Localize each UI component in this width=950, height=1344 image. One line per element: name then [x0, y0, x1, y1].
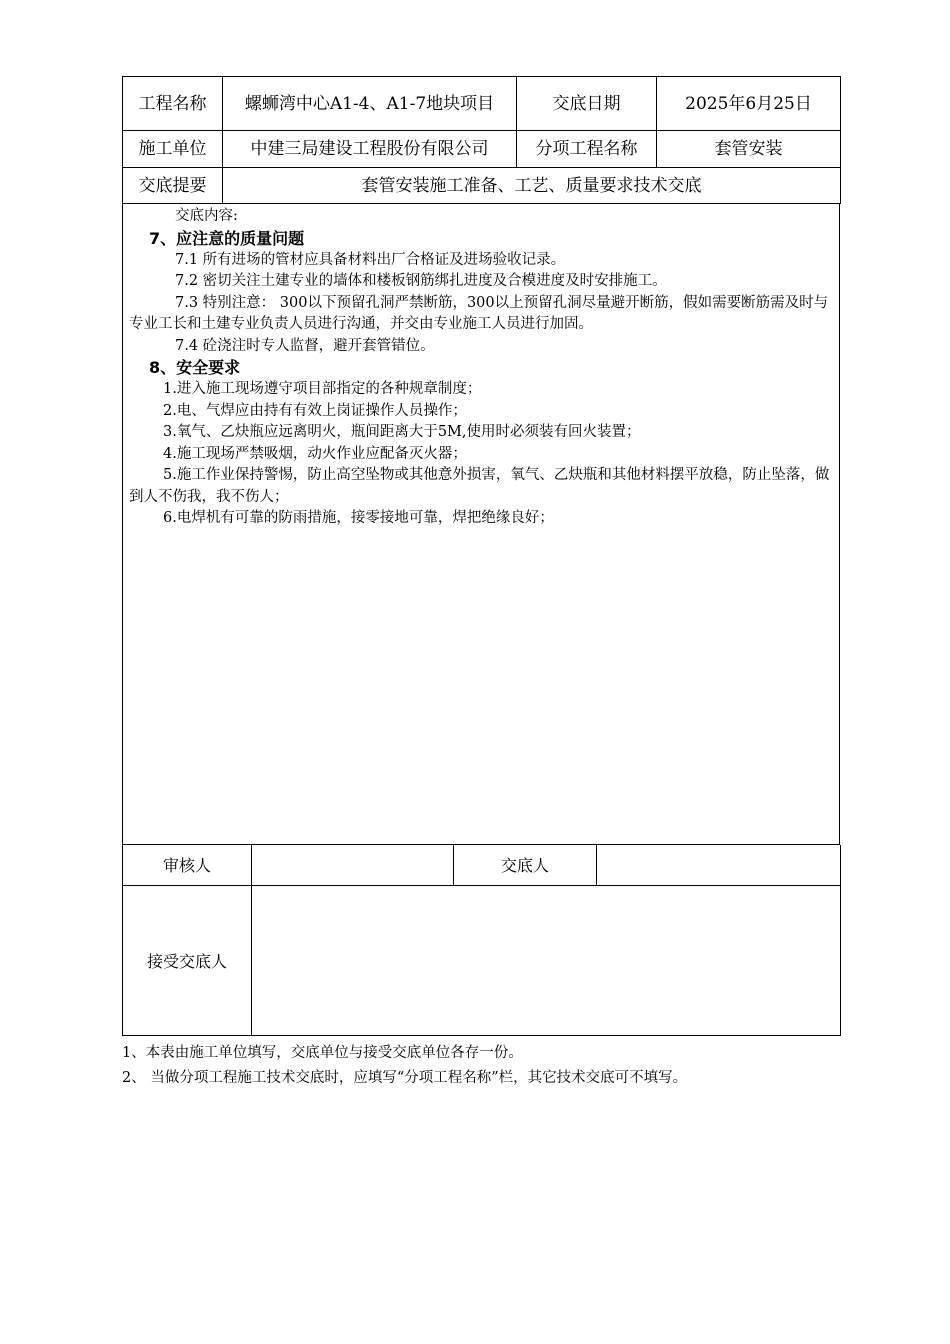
subitem-label: 分项工程名称 — [517, 131, 657, 168]
footnote: 1、本表由施工单位填写，交底单位与接受交底单位各存一份。 — [122, 1045, 523, 1061]
subitem-value: 套管安装 — [657, 131, 841, 168]
s8-item: 2.电、气焊应由持有有效上岗证操作人员操作； — [163, 402, 467, 419]
s8-item: 5.施工作业保持警惕，防止高空坠物或其他意外损害，氧气、乙炔瓶和其他材料摆平放稳，防止坠落，做到人不伤我，我不伤人； — [129, 467, 830, 505]
receiver-label: 接受交底人 — [123, 885, 252, 1035]
signature-table — [122, 845, 841, 1036]
receiver-field[interactable] — [252, 885, 841, 1035]
content-label: 交底内容: — [175, 208, 238, 224]
s8-item: 4.施工现场严禁吸烟，动火作业应配备灭火器； — [163, 445, 467, 462]
discloser-field[interactable] — [597, 845, 841, 885]
unit-value: 中建三局建设工程股份有限公司 — [223, 131, 517, 168]
summary-label: 交底提要 — [123, 168, 223, 204]
section-8-title: 8、安全要求 — [149, 358, 241, 377]
disclosure-content — [122, 204, 840, 845]
s8-item: 1.进入施工现场遵守项目部指定的各种规章制度； — [163, 381, 482, 397]
s8-item: 3.氧气、乙炔瓶应远离明火，瓶间距离大于5M,使用时必须装有回火装置； — [163, 424, 641, 440]
s7-item: 7.2 密切关注土建专业的墙体和楼板钢筋绑扎进度及合模进度及时安排施工。 — [175, 273, 667, 289]
discloser-label: 交底人 — [454, 845, 597, 885]
unit-label: 施工单位 — [123, 131, 223, 168]
s7-item: 7.1 所有进场的管材应具备材料出厂合格证及进场验收记录。 — [175, 251, 566, 268]
disclosure-form — [122, 76, 840, 1036]
reviewer-field[interactable] — [252, 845, 454, 885]
reviewer-label: 审核人 — [123, 845, 252, 885]
s7-item: 7.4 砼浇注时专人监督，避开套管错位。 — [175, 337, 435, 354]
date-value: 2025年6月25日 — [657, 77, 841, 131]
footnote: 2、 当做分项工程施工技术交底时，应填写“分项工程名称”栏，其它技术交底可不填写。 — [122, 1070, 688, 1086]
footnotes — [122, 1041, 687, 1091]
date-label: 交底日期 — [517, 77, 657, 131]
summary-value: 套管安装施工准备、工艺、质量要求技术交底 — [223, 168, 841, 204]
project-name-value: 螺蛳湾中心A1-4、A1-7地块项目 — [223, 77, 517, 131]
s8-item: 6.电焊机有可靠的防雨措施，接零接地可靠，焊把绝缘良好； — [163, 510, 554, 526]
section-7-title: 7、应注意的质量问题 — [149, 228, 305, 248]
header-table — [122, 76, 841, 204]
project-name-label: 工程名称 — [123, 77, 223, 131]
s7-item: 7.3 特别注意： 300以下预留孔洞严禁断筋，300以上预留孔洞尽量避开断筋，假如需要断筋需及时与专业工长和土建专业负责人员进行沟通，并交由专业施工人员进行加固。 — [129, 294, 829, 332]
